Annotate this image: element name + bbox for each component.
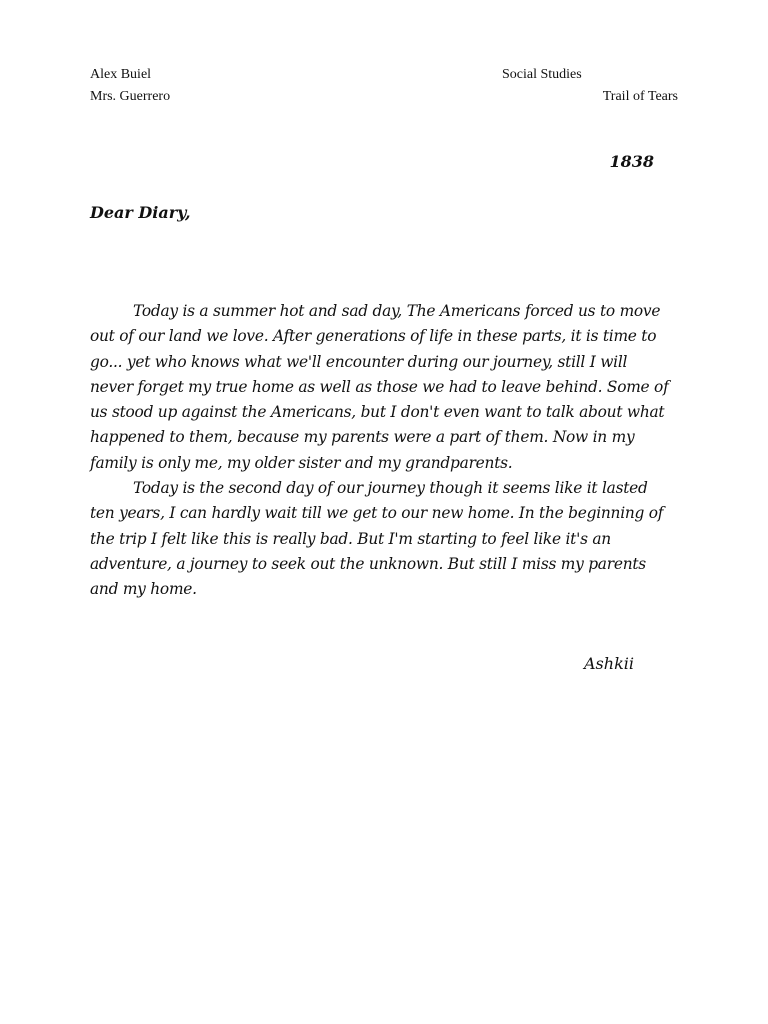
- diary-signature: Ashkii: [584, 654, 634, 673]
- diary-greeting: Dear Diary,: [90, 203, 191, 222]
- diary-body: [90, 299, 670, 603]
- subject-label: Social Studies: [502, 67, 582, 82]
- teacher-name: Mrs. Guerrero: [90, 89, 171, 104]
- diary-year: 1838: [609, 152, 654, 171]
- student-name: Alex Buiel: [90, 67, 152, 82]
- diary-paragraph-1: Today is a summer hot and sad day, The Americans forced us to move out of our land we love. After generations of life in these parts, it is time to go... yet who knows what we'll encounter during our journey, still I will never forget my true home as well as those we had to leave behind. Some of us stood up against the Americans, but I don't even want to talk about what happened to them, because my parents were a part of them. Now in my family is only me, my older sister and my grandparents.: [90, 302, 669, 472]
- topic-label: Trail of Tears: [602, 89, 678, 104]
- diary-paragraph-2: Today is the second day of our journey though it seems like it lasted ten years, I can hardly wait till we get to our new home. In the beginning of the trip I felt like this is really bad. But I'm starting to feel like it's an adventure, a journey to seek out the unknown. But still I miss my parents and my home.: [90, 479, 664, 599]
